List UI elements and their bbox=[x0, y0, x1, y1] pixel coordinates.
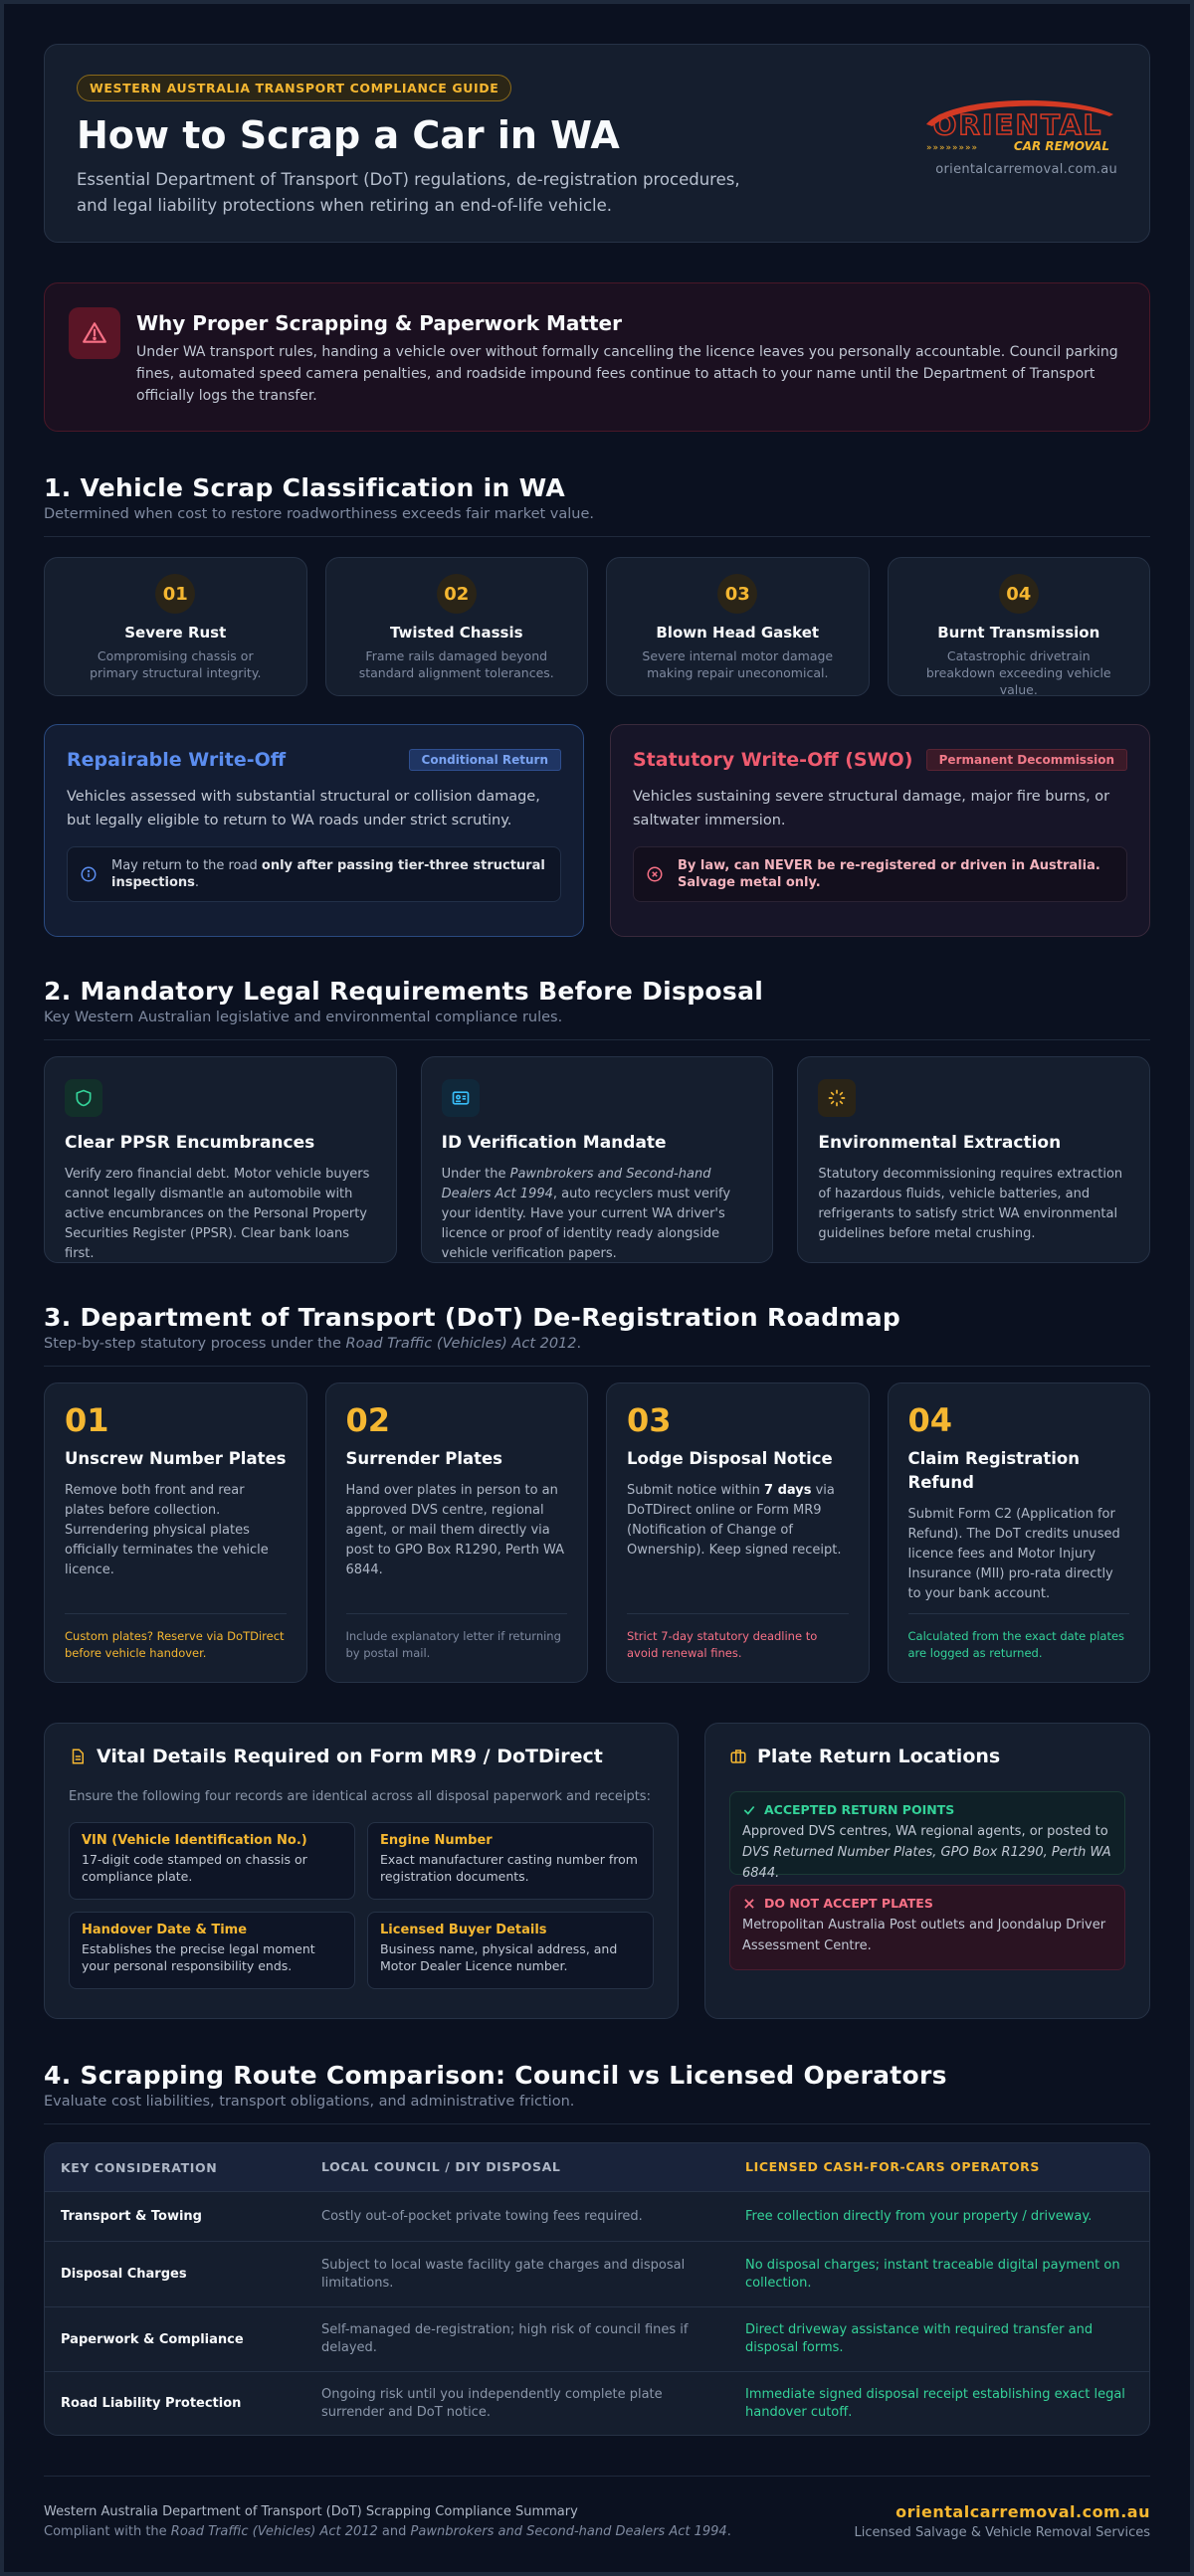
vital-detail-item bbox=[69, 1912, 355, 1989]
step-number: 02 bbox=[345, 1401, 391, 1439]
requirement-title: ID Verification Mandate bbox=[441, 1133, 667, 1153]
plate-return-panel bbox=[704, 1723, 1150, 2019]
vital-detail-desc: Establishes the precise legal moment your personal responsibility ends. bbox=[82, 1941, 315, 1973]
check-icon bbox=[742, 1803, 756, 1817]
divider bbox=[44, 2123, 1150, 2124]
council-cell: Ongoing risk until you independently complete plate surrender and DoT notice. bbox=[321, 2386, 663, 2420]
roadmap-step bbox=[44, 1382, 307, 1683]
accepted-title: ACCEPTED RETURN POINTS bbox=[764, 1802, 955, 1817]
step-desc: Hand over plates in person to an approved DVS centre, regional agent, or mail them directly via post to GPO Box R1290, Perth WA 6844. bbox=[345, 1483, 565, 1577]
section-3-subtitle: Step-by-step statutory process under the Road Traffic (Vehicles) Act 2012. bbox=[44, 1336, 582, 1352]
warning-icon bbox=[69, 307, 120, 359]
footer-tagline: Licensed Salvage & Vehicle Removal Services bbox=[854, 2525, 1150, 2540]
row-key: Paperwork & Compliance bbox=[61, 2331, 244, 2347]
rejected-text: Metropolitan Australia Post outlets and Joondalup Driver Assessment Centre. bbox=[742, 1918, 1106, 1953]
step-desc: Remove both front and rear plates before collection. Surrendering physical plates officially terminates the vehicle licence. bbox=[65, 1483, 269, 1577]
vital-details-panel bbox=[44, 1723, 679, 2019]
id-card-icon bbox=[442, 1079, 480, 1117]
column-header: KEY CONSIDERATION bbox=[61, 2159, 218, 2175]
step-number: 01 bbox=[65, 1401, 109, 1439]
table-row bbox=[45, 2241, 1149, 2306]
step-title: Unscrew Number Plates bbox=[65, 1449, 287, 1468]
step-title: Surrender Plates bbox=[345, 1449, 503, 1468]
step-desc: Submit Form C2 (Application for Refund). The DoT credits unused licence fees and Motor Injury Insurance (MII) pro-rata directly to your bank account. bbox=[907, 1507, 1120, 1601]
page-title: How to Scrap a Car in WA bbox=[77, 113, 620, 157]
council-cell: Self-managed de-registration; high risk of council fines if delayed. bbox=[321, 2322, 689, 2355]
logo-url[interactable]: orientalcarremoval.com.au bbox=[935, 162, 1117, 177]
statutory-desc: Vehicles sustaining severe structural damage, major fire burns, or saltwater immersion. bbox=[633, 789, 1110, 828]
number-badge: 04 bbox=[999, 574, 1039, 614]
requirement-card bbox=[44, 1056, 397, 1263]
accepted-return-points bbox=[729, 1791, 1125, 1881]
step-footnote: Include explanatory letter if returning by postal mail. bbox=[346, 1613, 568, 1662]
licensed-cell: Free collection directly from your property / driveway. bbox=[745, 2208, 1093, 2224]
classification-desc: Catastrophic drivetrain breakdown exceeding vehicle value. bbox=[925, 648, 1111, 697]
column-header: LICENSED CASH-FOR-CARS OPERATORS bbox=[745, 2159, 1041, 2174]
document-icon bbox=[69, 1748, 87, 1765]
step-footnote: Calculated from the exact date plates are logged as returned. bbox=[908, 1613, 1130, 1662]
accepted-text: Approved DVS centres, WA regional agents, or posted to DVS Returned Number Plates, GPO Box R1290, Perth WA 6844. bbox=[742, 1824, 1111, 1881]
close-icon bbox=[742, 1897, 756, 1911]
step-title: Claim Registration Refund bbox=[907, 1449, 1080, 1492]
vital-details-grid bbox=[69, 1822, 654, 1989]
section-4-subtitle: Evaluate cost liabilities, transport obligations, and administrative friction. bbox=[44, 2094, 575, 2110]
statutory-note bbox=[633, 846, 1127, 902]
requirement-card bbox=[421, 1056, 774, 1263]
why-text: Under WA transport rules, handing a vehicle over without formally cancelling the licence leaves you personally accountable. Council parking fines, automated speed camera penalties, and roadside impound fees continue to attach to your name until the Department of Transport officially logs the transfer. bbox=[136, 344, 1118, 404]
classification-list bbox=[44, 557, 1150, 696]
vital-detail-title: VIN (Vehicle Identification No.) bbox=[82, 1833, 307, 1848]
guide-badge: WESTERN AUSTRALIA TRANSPORT COMPLIANCE GUIDE bbox=[77, 75, 511, 101]
info-icon bbox=[80, 865, 98, 883]
write-off-panels bbox=[44, 724, 1150, 937]
car-logo-icon bbox=[918, 91, 1117, 154]
vital-detail-item bbox=[367, 1822, 654, 1900]
licensed-cell: Direct driveway assistance with required transfer and disposal forms. bbox=[745, 2322, 1094, 2355]
footer-compliance: Compliant with the Road Traffic (Vehicles) Act 2012 and Pawnbrokers and Second-hand Dealers Act 1994. bbox=[44, 2524, 731, 2539]
table-header-row bbox=[45, 2143, 1149, 2191]
vital-detail-title: Licensed Buyer Details bbox=[380, 1923, 547, 1937]
vital-detail-item bbox=[69, 1822, 355, 1900]
why-callout bbox=[44, 282, 1150, 432]
table-row bbox=[45, 2306, 1149, 2371]
why-title: Why Proper Scrapping & Paperwork Matter bbox=[136, 311, 622, 335]
statutory-note-text: By law, can NEVER be re-registered or driven in Australia. Salvage metal only. bbox=[678, 858, 1100, 890]
licensed-cell: No disposal charges; instant traceable digital payment on collection. bbox=[745, 2257, 1120, 2291]
section-2-title: 2. Mandatory Legal Requirements Before Disposal bbox=[44, 977, 764, 1006]
rejected-title: DO NOT ACCEPT PLATES bbox=[764, 1896, 933, 1911]
repairable-note-text: May return to the road only after passing tier-three structural inspections. bbox=[111, 858, 545, 890]
vital-detail-title: Engine Number bbox=[380, 1833, 493, 1848]
vital-detail-desc: 17-digit code stamped on chassis or compliance plate. bbox=[82, 1852, 307, 1884]
number-badge: 02 bbox=[437, 574, 477, 614]
requirement-title: Clear PPSR Encumbrances bbox=[65, 1133, 315, 1153]
classification-card bbox=[606, 557, 870, 696]
repairable-note bbox=[67, 846, 561, 902]
svg-text:»»»»»»»»: »»»»»»»» bbox=[926, 143, 979, 153]
vital-detail-title: Handover Date & Time bbox=[82, 1923, 248, 1937]
requirement-desc: Verify zero financial debt. Motor vehicle buyers cannot legally dismantle an automobile with active encumbrances on the Personal Property Securities Register (PPSR). Clear bank loans first. bbox=[65, 1167, 370, 1261]
shield-icon bbox=[65, 1079, 102, 1117]
vital-detail-desc: Business name, physical address, and Motor Dealer Licence number. bbox=[380, 1941, 618, 1973]
vital-details-title: Vital Details Required on Form MR9 / DoTDirect bbox=[97, 1746, 603, 1767]
roadmap-step bbox=[325, 1382, 589, 1683]
roadmap-steps bbox=[44, 1382, 1150, 1683]
classification-card bbox=[44, 557, 307, 696]
requirement-card bbox=[797, 1056, 1150, 1263]
classification-card bbox=[888, 557, 1151, 696]
statutory-title: Statutory Write-Off (SWO) bbox=[633, 749, 913, 771]
statutory-write-off-panel bbox=[610, 724, 1150, 937]
briefcase-icon bbox=[729, 1748, 747, 1765]
brand-logo[interactable] bbox=[918, 91, 1117, 177]
council-cell: Costly out-of-pocket private towing fees required. bbox=[321, 2208, 643, 2224]
divider bbox=[44, 1039, 1150, 1040]
divider bbox=[44, 536, 1150, 537]
page-subtitle: Essential Department of Transport (DoT) regulations, de-registration procedures, and legal liability protections when retiring an end-of-life vehicle. bbox=[77, 170, 740, 215]
step-footnote: Custom plates? Reserve via DoTDirect before vehicle handover. bbox=[65, 1613, 287, 1662]
logo-wordmark: ORIENTAL bbox=[932, 108, 1103, 141]
repairable-desc: Vehicles assessed with substantial structural or collision damage, but legally eligible to return to WA roads under strict scrutiny. bbox=[67, 789, 540, 828]
divider bbox=[44, 1366, 1150, 1367]
step-number: 03 bbox=[627, 1401, 672, 1439]
plate-return-title: Plate Return Locations bbox=[757, 1746, 1001, 1767]
roadmap-step bbox=[888, 1382, 1151, 1683]
loader-icon bbox=[818, 1079, 856, 1117]
vital-detail-desc: Exact manufacturer casting number from registration documents. bbox=[380, 1852, 638, 1884]
table-row bbox=[45, 2191, 1149, 2241]
x-circle-icon bbox=[646, 865, 664, 883]
repairable-title: Repairable Write-Off bbox=[67, 749, 287, 771]
section-deregistration-roadmap bbox=[44, 1303, 1150, 2019]
classification-title: Twisted Chassis bbox=[389, 624, 523, 642]
number-badge: 01 bbox=[155, 574, 195, 614]
requirement-desc: Statutory decommissioning requires extraction of hazardous fluids, vehicle batteries, and refrigerants to satisfy strict WA environmental guidelines before metal crushing. bbox=[818, 1167, 1123, 1241]
header-card bbox=[44, 44, 1150, 243]
step-footnote: Strict 7-day statutory deadline to avoid renewal fines. bbox=[627, 1613, 849, 1662]
classification-title: Severe Rust bbox=[124, 624, 227, 642]
section-1-subtitle: Determined when cost to restore roadworthiness exceeds fair market value. bbox=[44, 506, 595, 522]
table-row bbox=[45, 2371, 1149, 2435]
footer-url-link[interactable]: orientalcarremoval.com.au bbox=[896, 2502, 1150, 2521]
conditional-return-badge: Conditional Return bbox=[409, 749, 561, 771]
row-key: Disposal Charges bbox=[61, 2267, 187, 2282]
licensed-cell: Immediate signed disposal receipt establishing exact legal handover cutoff. bbox=[745, 2386, 1125, 2420]
step-number: 04 bbox=[907, 1401, 953, 1439]
step-desc: Submit notice within 7 days via DoTDirect online or Form MR9 (Notification of Change of Ownership). Keep signed receipt. bbox=[627, 1483, 842, 1558]
classification-desc: Frame rails damaged beyond standard alignment tolerances. bbox=[358, 648, 554, 680]
roadmap-step bbox=[606, 1382, 870, 1683]
section-1-title: 1. Vehicle Scrap Classification in WA bbox=[44, 473, 565, 502]
row-key: Road Liability Protection bbox=[61, 2396, 242, 2411]
classification-desc: Severe internal motor damage making repair uneconomical. bbox=[642, 648, 834, 680]
requirements-list bbox=[44, 1056, 1150, 1263]
permanent-decommission-badge: Permanent Decommission bbox=[926, 749, 1127, 771]
section-route-comparison bbox=[44, 2061, 1150, 2436]
classification-title: Burnt Transmission bbox=[937, 624, 1100, 642]
column-header: LOCAL COUNCIL / DIY DISPOSAL bbox=[321, 2159, 561, 2174]
classification-title: Blown Head Gasket bbox=[656, 624, 820, 642]
section-3-title: 3. Department of Transport (DoT) De-Registration Roadmap bbox=[44, 1303, 901, 1332]
section-4-title: 4. Scrapping Route Comparison: Council vs Licensed Operators bbox=[44, 2061, 947, 2090]
step-title: Lodge Disposal Notice bbox=[627, 1449, 833, 1468]
requirement-desc: Under the Pawnbrokers and Second-hand Dealers Act 1994, auto recyclers must verify your identity. Have your current WA driver's licence or proof of identity ready alongside vehicle verification papers. bbox=[441, 1167, 731, 1261]
section-classification bbox=[44, 473, 1150, 937]
number-badge: 03 bbox=[717, 574, 757, 614]
comparison-table bbox=[44, 2142, 1150, 2436]
vital-detail-item bbox=[367, 1912, 654, 1989]
requirement-title: Environmental Extraction bbox=[818, 1133, 1062, 1153]
council-cell: Subject to local waste facility gate charges and disposal limitations. bbox=[321, 2257, 686, 2291]
row-key: Transport & Towing bbox=[61, 2209, 202, 2224]
section-2-subtitle: Key Western Australian legislative and environmental compliance rules. bbox=[44, 1010, 563, 1025]
rejected-return-points bbox=[729, 1885, 1125, 1970]
classification-desc: Compromising chassis or primary structural integrity. bbox=[90, 648, 262, 680]
repairable-write-off-panel bbox=[44, 724, 584, 937]
footer bbox=[44, 2476, 1150, 2542]
footer-summary: Western Australia Department of Transport (DoT) Scrapping Compliance Summary bbox=[44, 2504, 578, 2519]
logo-subtext: CAR REMOVAL bbox=[1013, 139, 1109, 153]
vital-details-intro: Ensure the following four records are identical across all disposal paperwork and receipts: bbox=[69, 1789, 651, 1804]
section-legal-requirements bbox=[44, 977, 1150, 1263]
classification-card bbox=[325, 557, 589, 696]
details-row bbox=[44, 1723, 1150, 2019]
